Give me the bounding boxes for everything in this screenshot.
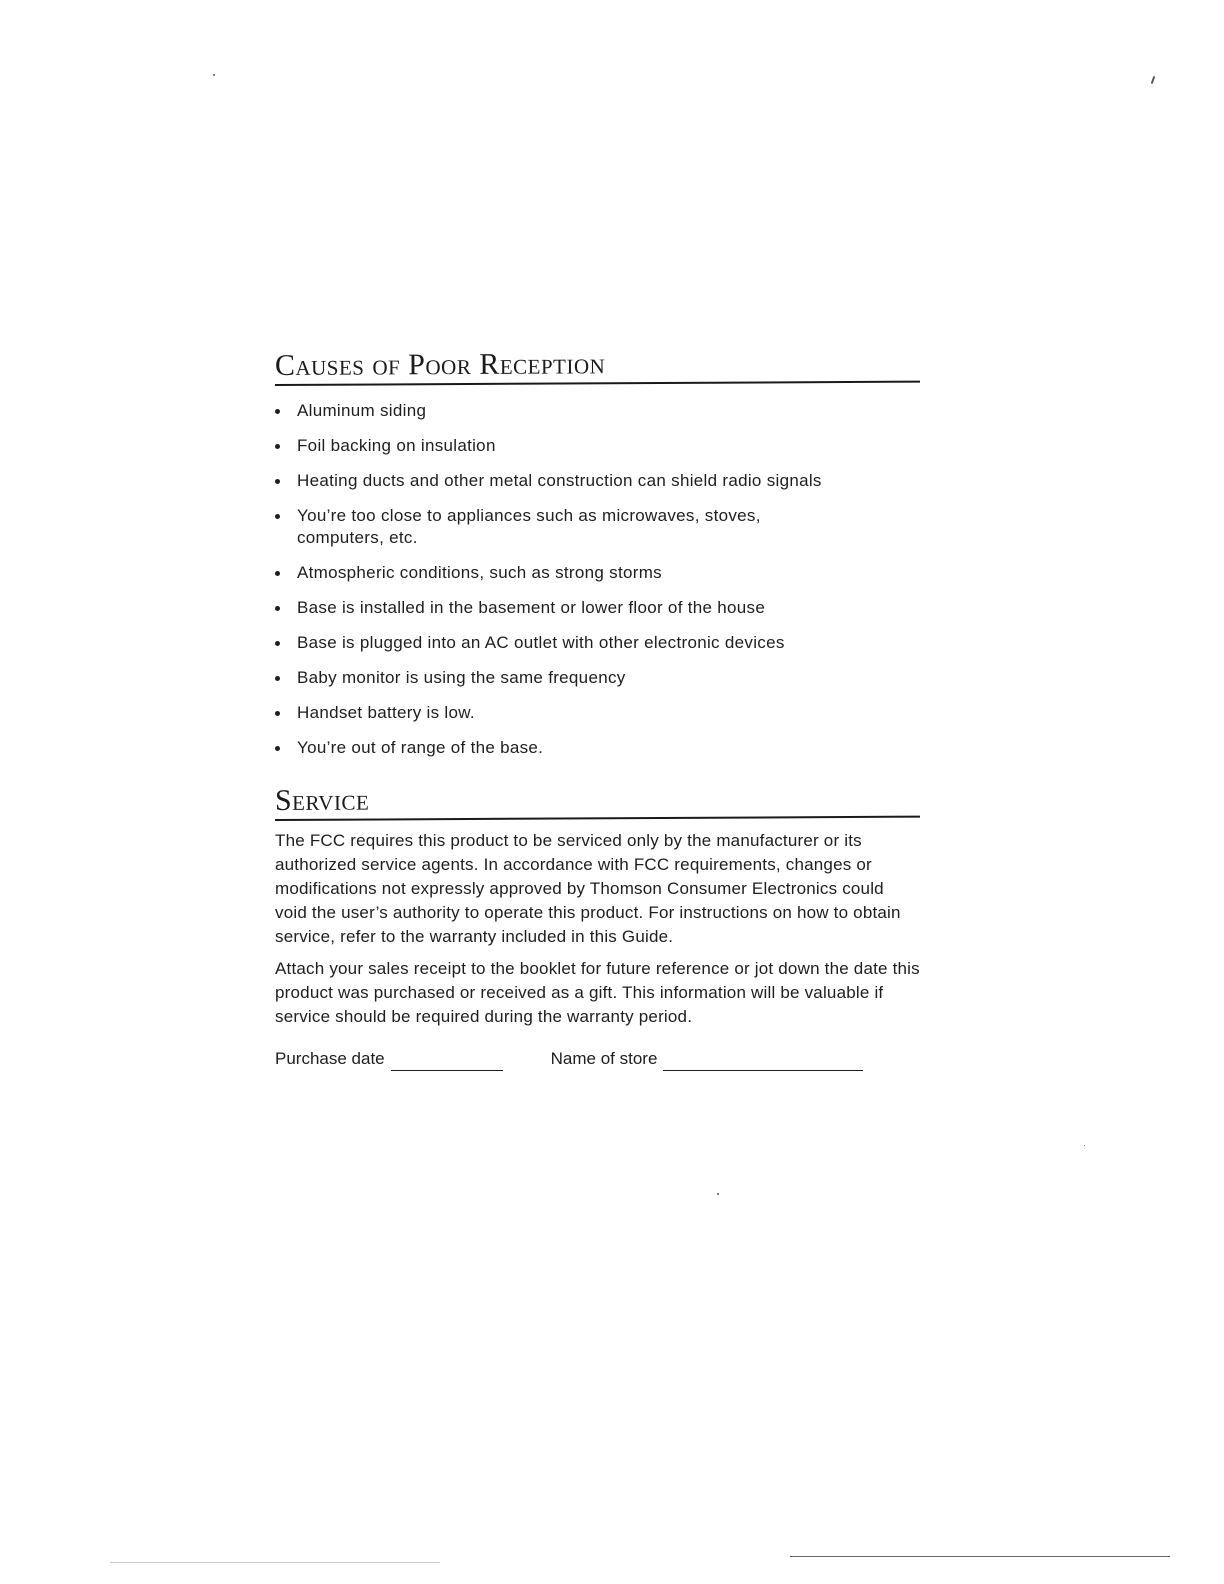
reception-section	[274, 347, 920, 759]
bullet-icon	[275, 571, 280, 576]
main-content	[274, 347, 920, 1071]
bullet-icon	[275, 711, 280, 716]
list-item: Atmospheric conditions, such as strong storms	[275, 562, 920, 584]
bullet-icon	[275, 444, 280, 449]
service-heading: Service	[275, 782, 920, 821]
bullet-icon	[275, 514, 280, 519]
service-section	[275, 785, 920, 1071]
purchase-date-blank	[391, 1056, 503, 1071]
scan-edge-line	[790, 1556, 1170, 1557]
list-item: Baby monitor is using the same frequency	[275, 667, 920, 689]
reception-list	[275, 400, 920, 759]
scan-speck	[1151, 76, 1156, 84]
purchase-date-group	[275, 1047, 503, 1071]
list-item: Heating ducts and other metal construction can shield radio signals	[275, 470, 920, 492]
bullet-icon	[275, 641, 280, 646]
reception-heading: Causes of Poor Reception	[275, 347, 920, 386]
purchase-info-line	[275, 1047, 920, 1071]
service-paragraph-fcc: The FCC requires this product to be serviced only by the manufacturer or its authorized service agents. In accordance with FCC requirements, changes or modifications not expressly approved by Thomson Consumer Electronics could void the user’s authority to operate this product. For instructions on how to obtain service, refer to the warranty included in this Guide.	[275, 831, 901, 946]
scan-edge-line	[110, 1562, 440, 1563]
list-item: Base is installed in the basement or lower floor of the house	[275, 597, 920, 619]
store-name-label: Name of store	[550, 1049, 658, 1068]
bullet-icon	[275, 606, 280, 611]
service-paragraph-receipt: Attach your sales receipt to the booklet for future reference or jot down the date this product was purchased or received as a gift. This information will be valuable if service should be required during the warranty period.	[275, 959, 920, 1026]
list-item: You’re too close to appliances such as microwaves, stoves, computers, etc.	[275, 505, 817, 549]
bullet-icon	[275, 676, 280, 681]
scan-speck	[1084, 1145, 1085, 1146]
list-item: You’re out of range of the base.	[275, 737, 920, 759]
list-item: Foil backing on insulation	[275, 435, 920, 457]
list-item: Handset battery is low.	[275, 702, 920, 724]
purchase-date-label: Purchase date	[275, 1049, 385, 1068]
list-item: Base is plugged into an AC outlet with other electronic devices	[275, 632, 920, 654]
scan-speck	[213, 74, 215, 76]
scan-speck	[717, 1193, 719, 1195]
bullet-icon	[275, 409, 280, 414]
store-name-group	[551, 1047, 864, 1071]
bullet-icon	[275, 479, 280, 484]
bullet-icon	[275, 746, 280, 751]
list-item: Aluminum siding	[275, 400, 920, 422]
store-name-blank	[663, 1056, 863, 1071]
